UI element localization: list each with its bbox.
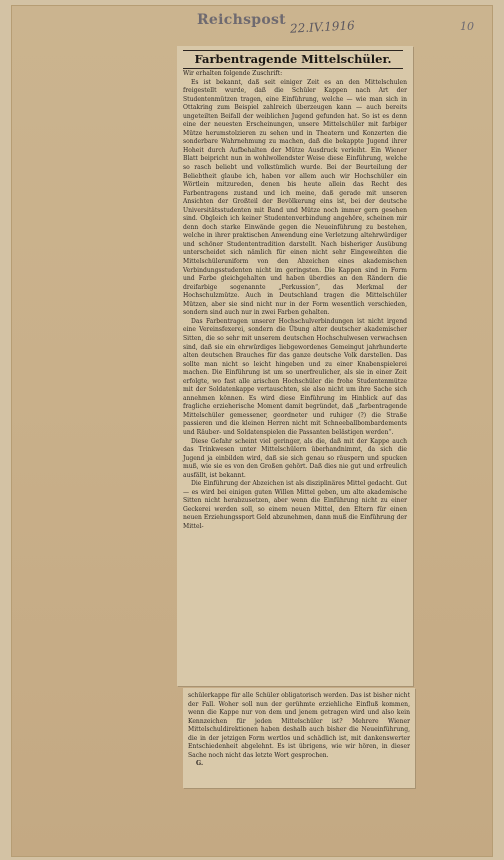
newspaper-stamp: Reichspost [197, 12, 286, 28]
newspaper-clipping [177, 46, 413, 686]
handwritten-date: 22.IV.1916 [289, 18, 356, 36]
newspaper-clipping-continuation [183, 688, 415, 788]
archive-number: 10 [460, 20, 474, 33]
continuation-text: schülerkappe für alle Schüler obligatorisch werden. Das ist bisher nicht der Fall. Woher soll nun der gerühmte erziehliche Einfluß kommen, wenn die Kappe nur von dem und jenem getragen wird und also kein Kennzeichen für jeden Mittelschüler ist? Mehrere Wiener Mittelschuldirektionen haben deshalb auch bisher die Neueinführung, die in der jetzigen Form wertlos und schädlich ist, mit dankenswerter Entschiedenheit abgelehnt. Es ist übrigens, wie wir hören, in dieser Sache noch nicht das letzte Wort gesprochen. [188, 692, 410, 759]
article-paragraph: Diese Gefahr scheint viel geringer, als die, daß mit der Kappe auch das Trinkwesen unter Mittelschülern überhandnimmt, da sich die Jugend ja einbilden wird, daß sie sich genau so räuspern und spucken muß, wie sie es von den Großen gehört. Daß dies nie gut und erfreulich ausfällt, ist bekannt. [183, 437, 407, 479]
article-paragraph: Das Farbentragen unserer Hochschulverbindungen ist nicht irgend eine Vereinsfexerei, sondern die Übung alter deutscher akademischer Sitten, die so sehr mit unserem deutschen Hochschulwesen verwachsen sind, daß sie ein ehrwürdiges liebgewordenes Gemeingut jahrhunderte alten deutschen Brauches für das ganze deutsche Volk darstellen. Das sollte man nicht so leicht hingeben und zu einer Knabenspielerei machen. Die Einführung ist um so unerfreulicher, als sie in einer Zeit erfolgte, wo fast alle arischen Hochschüler die frohe Studentenmütze mit der Soldatenkappe vertauschten, sie also nicht um ihre Sache sich annehmen können. Es wird diese Einführung im Hinblick auf das fragliche erzieherische Moment damit begründet, daß „farbentragende Mittelschüler gemessener, geordneter und ruhiger (?) die Straße passieren und die kleinen Herren nicht mit Schneeballbombardements und Räuber- und Soldatenspielen die Passanten belästigen werden“. [183, 317, 407, 436]
article-continuation [188, 692, 410, 769]
article-intro: Wir erhalten folgende Zuschrift: [183, 70, 283, 77]
article-signature: G. [196, 760, 204, 768]
article-paragraph: Die Einführung der Abzeichen ist als disziplinäres Mittel gedacht. Gut — es wird bei einigen guten Willen Mittel geben, um alte akademische Sitten nicht herabzusetzen, aber wenn die Einführung nicht zu einer Geckerei werden soll, so einem neuen Mittel, den Eltern für einen neuen Erziehungssport Geld abzunehmen, dann muß die Einführung der Mittel- [183, 480, 407, 530]
article-body [183, 70, 407, 532]
article-title: Farbentragende Mittelschüler. [183, 50, 403, 69]
article-paragraph: Es ist bekannt, daß seit einiger Zeit es an den Mittelschulen freigestellt wurde, daß die Schüler Kappen nach Art der Studentenmützen tragen, eine Einführung, welche — wie man sich in Ottakring zum Beispiel zahlreich überzeugen kann — auch bereits ungeteilten Beifall der weiblichen Jugend gefunden hat. So ist es denn eine der neuesten Erscheinungen, unsere Mittelschüler mit farbiger Mütze herumstolzieren zu sehen und in Theatern und Konzerten die sonderbare Wahrnehmung zu machen, daß die bekappte Jugend ihrer Hoheit durch Aufbehalten der Mütze Ausdruck verleiht. Ein Wiener Blatt beipricht nun in wohlwollendster Weise diese Einführung, welche so rasch beliebt und volkstümlich wurde. Bei der Beurteilung der Beliebtheit glaube ich, haben vor allem auch wir Hochschüler ein Wörtlein mitzureden, denen bis heute allein das Recht des Farbentragens zustand und ich meine, daß gerade mit unseren Ansichten der Großteil der Bevölkerung eins ist, bei der deutsche Universitätsstudenten mit Band und Mütze noch immer gern gesehen sind. Obgleich ich keiner Studentenverbindung angehöre, scheinen mir denn doch starke Einwände gegen die Neueinführung zu bestehen, welche in ihrer praktischen Anwendung eine Verletzung altehrwürdiger und schöner Studententradition darstellt. Nach bisheriger Ausübung unterscheidet sich nämlich für einen nicht sehr Eingeweihten die Mittelschüleruniform von den Abzeichen eines akademischen Verbindungsstudenten nicht im geringsten. Die Kappen sind in Form und Farbe gleichgehalten und haben überdies an den Rändern die dreifarbige sogenannte „Perkussion“, das Merkmal der Hochschulzmütze. Auch in Deutschland tragen die Mittelschüler Mützen, aber sie sind nicht nur in der Form wesentlich verschieden, sondern sind auch nur in zwei Farben gehalten. [183, 78, 407, 317]
archive-sheet [12, 6, 492, 856]
